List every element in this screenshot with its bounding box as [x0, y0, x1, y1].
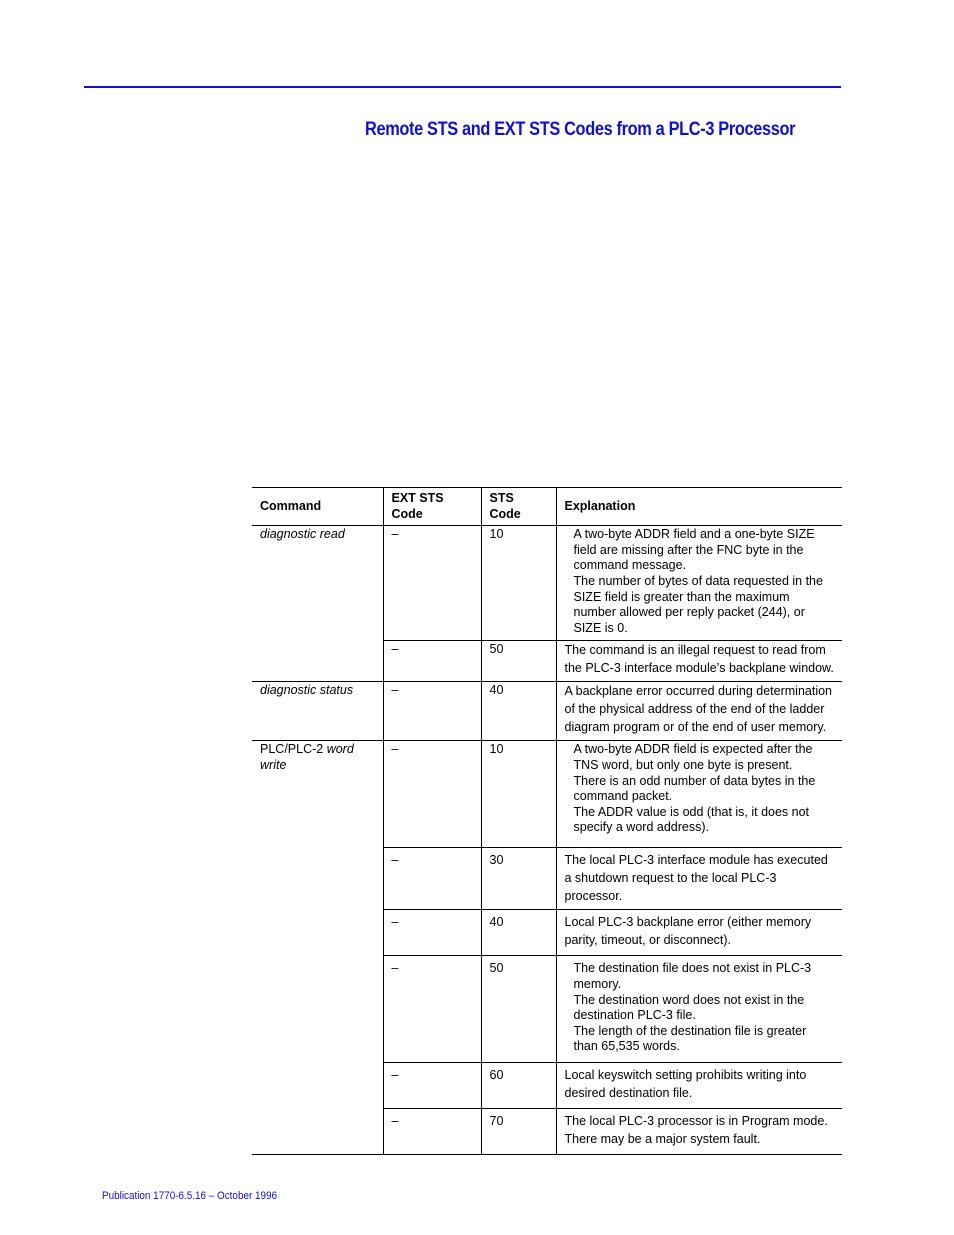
command-cell: PLC/PLC-2 word write — [252, 741, 383, 1155]
table-row — [252, 526, 842, 641]
explanation-line: The length of the destination file is greater than 65,535 words. — [573, 1023, 807, 1054]
explanation-cell: The local PLC-3 interface module has executed a shutdown request to the local PLC-3 processor. — [556, 848, 842, 910]
ext-sts-cell: – — [383, 848, 481, 910]
header-rule — [84, 86, 841, 88]
command-cell: diagnostic status — [252, 682, 383, 741]
explanation-cell — [556, 956, 842, 1063]
ext-sts-cell: – — [383, 526, 481, 641]
explanation-cell — [556, 741, 842, 848]
explanation-cell: The command is an illegal request to read from the PLC-3 interface module’s backplane window. — [556, 641, 842, 682]
sts-cell: 60 — [481, 1063, 556, 1109]
sts-cell: 40 — [481, 682, 556, 741]
ext-sts-cell: – — [383, 641, 481, 682]
explanation-cell: Local keyswitch setting prohibits writing into desired destination file. — [556, 1063, 842, 1109]
sts-cell: 40 — [481, 910, 556, 956]
explanation-cell: A backplane error occurred during determination of the physical address of the end of the ladder diagram program or of the end of user memory. — [556, 682, 842, 741]
ext-sts-cell: – — [383, 682, 481, 741]
ext-sts-cell: – — [383, 1063, 481, 1109]
header-sts-code: STS Code — [481, 488, 556, 526]
sts-cell: 50 — [481, 956, 556, 1063]
sts-cell: 50 — [481, 641, 556, 682]
explanation-line: There is an odd number of data bytes in the command packet. — [573, 773, 816, 804]
sts-codes-table — [252, 487, 842, 1155]
sts-cell: 10 — [481, 741, 556, 848]
ext-sts-cell: – — [383, 1109, 481, 1155]
header-ext-sts-code: EXT STS Code — [383, 488, 481, 526]
explanation-cell — [556, 526, 842, 641]
ext-sts-cell: – — [383, 956, 481, 1063]
ext-sts-cell: – — [383, 741, 481, 848]
table-header-row — [252, 488, 842, 526]
explanation-line: The destination file does not exist in PLC-3 memory. — [573, 961, 812, 991]
header-explanation: Explanation — [556, 488, 842, 526]
explanation-cell: The local PLC-3 processor is in Program mode. There may be a major system fault. — [556, 1109, 842, 1155]
explanation-line: The destination word does not exist in the destination PLC-3 file. — [573, 992, 805, 1023]
page-title: Remote STS and EXT STS Codes from a PLC-3 Processor — [365, 119, 796, 140]
table-row — [252, 682, 842, 741]
publication-footer: Publication 1770-6.5.16 – October 1996 — [102, 1190, 278, 1202]
explanation-line: A two-byte ADDR field is expected after the TNS word, but only one byte is present. — [573, 742, 813, 772]
explanation-cell: Local PLC-3 backplane error (either memory parity, timeout, or disconnect). — [556, 910, 842, 956]
sts-cell: 70 — [481, 1109, 556, 1155]
sts-cell: 10 — [481, 526, 556, 641]
sts-cell: 30 — [481, 848, 556, 910]
explanation-line: The ADDR value is odd (that is, it does not specify a word address). — [573, 804, 810, 835]
explanation-line: A two-byte ADDR field and a one-byte SIZE field are missing after the FNC byte in the command message. — [573, 527, 815, 573]
command-cell: diagnostic read — [252, 526, 383, 682]
explanation-line: The number of bytes of data requested in the SIZE field is greater than the maximum number allowed per reply packet (244), or SIZE is 0. — [573, 573, 823, 635]
table-row — [252, 741, 842, 848]
ext-sts-cell: – — [383, 910, 481, 956]
header-command: Command — [252, 488, 383, 526]
